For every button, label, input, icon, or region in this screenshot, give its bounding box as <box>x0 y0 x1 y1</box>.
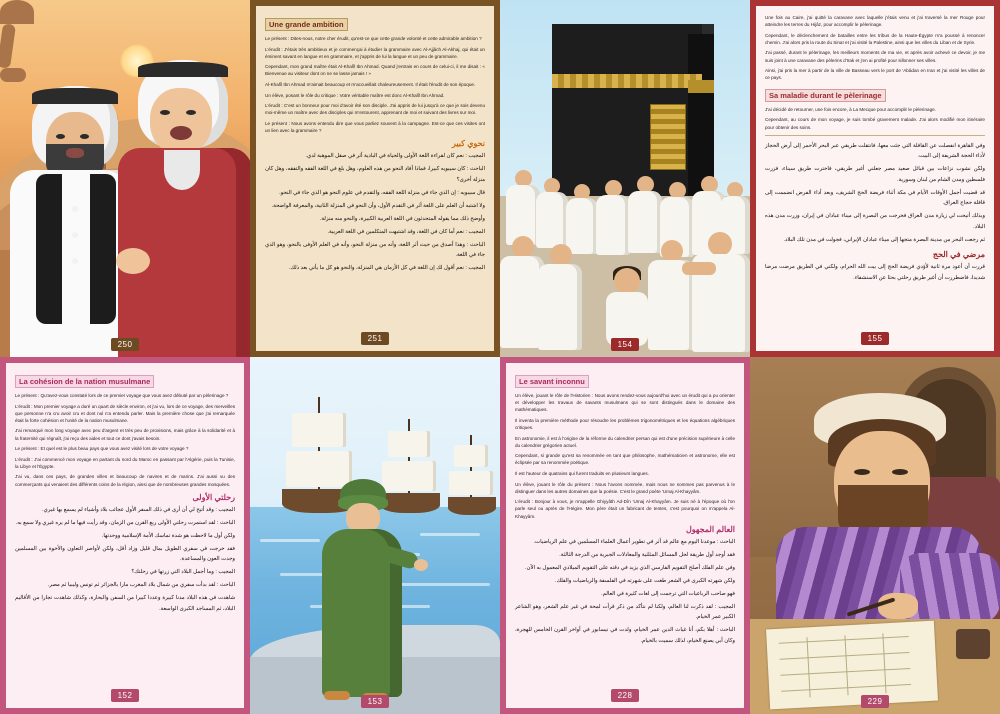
paragraph-french: En astronomie, il est à l'origine de la réforme du calendrier persan qui est d'une précision supérieure à celle du calendrier grégorien actuel. <box>515 435 735 448</box>
face <box>614 268 640 294</box>
section-heading-french: La cohésion de la nation musulmane <box>15 375 154 388</box>
paragraph-arabic: قد قضيت أجمل الأوقات الأيام في مكة أثناء فريضة الحج الشريف، وبعد أداء الفرض انضممت إلى قافلة حجاج العراق. <box>765 189 985 207</box>
paragraph-arabic: شاهدت في هذه البلاد مدنا كبيرة وعددا كبيرا من السفن والبحارة، وكذلك شاهدت تجارا من الأقاليم البلاد، ثم المساجد الكبرى الواسعة. <box>15 595 235 612</box>
page-number-badge: 250 <box>111 338 139 351</box>
paragraph-arabic: فقد أوجد أول طريقة لحل المسائل المثلثية والمعادلات الجبرية من الدرجة الثالثة. <box>559 551 735 558</box>
writing-hand <box>878 593 918 619</box>
vest-button <box>72 206 78 212</box>
book-page-illustration-250 <box>0 0 250 357</box>
paragraph-arabic: وفي القاهرة انفصلت عن القافلة التي جئت معها، فانتقلت طريقي عبر البحر الأحمر إلى أرض الحجاز لأداء الحجة الشريفة إلى البيت. <box>765 142 985 160</box>
paragraph-arabic: ولكن شهرته الكبرى في الشعر طغت على شهرته في الفلسفة والرياضيات والفلك. <box>555 577 735 584</box>
illustration-desert-two-men <box>0 0 250 357</box>
section-heading-french: Le savant inconnu <box>515 375 589 388</box>
page-number-badge: 155 <box>861 332 889 345</box>
paragraph-arabic: فهو صاحب الرباعيات التي ترجمت إلى لغات كثيرة في العالم. <box>601 590 735 597</box>
paragraph-arabic: المجيب : لقد ذكرت لنا العالم، ولكنا لم نتأكد من ذكر قرأت لمحة في غير علم الشعر، وهو الشاعر الكبير عمر الخيام. <box>515 603 735 621</box>
eye-left <box>854 469 870 475</box>
wave <box>260 539 320 542</box>
book-page-illustration-153 <box>250 357 500 714</box>
paragraph-french: Un élève, jouant le rôle de l'Historien : Nous avons rendez-vous aujourd'hui avec un érudit qui a pu orienter et développer les travaux de savants musulmans qui se sont distingués dans le domaine des mathématiques. <box>515 393 735 413</box>
divider <box>765 135 985 136</box>
vest-button <box>72 258 78 264</box>
traveler-figure <box>318 479 404 701</box>
paragraph-arabic: الباحث : أهلا بكم، أنا غياث الدين عمر الخيام، ولدت في نيسابور في أواخر القرن الخامس للهجرة، وكان أبي يصنع الخيام، لذلك سميت بالخيام. <box>515 627 735 644</box>
sail <box>454 445 488 467</box>
book-page-text-251 <box>250 0 500 357</box>
page-number-badge: 228 <box>611 689 639 702</box>
kaaba-golden-door <box>650 104 686 170</box>
eye-left <box>160 110 170 115</box>
paragraph-french: Il est l'auteur de quatrains qui furent traduits en plusieurs langues. <box>515 470 649 476</box>
paragraph-french: Il inventa la première méthode pour résoudre les problèmes trigonométriques et les équations algébriques critiques. <box>515 417 735 430</box>
paragraph-french: J'ai décidé de retourner, une fois encore, à La Mecque pour accomplir le pèlerinage. <box>765 106 936 112</box>
paragraph-french: Un élève, jouant le rôle du présent : Nous l'avons nommée, mais nous ne sommes pas parvenus à le distinguer dans les autres domaines que la poésie. C'est le grand poète 'Umaj Al-Khayyâm. <box>515 481 735 494</box>
paragraph-arabic: الباحث : لقد بدأت سفري من شمال بلاد المغرب مارا بالجزائر ثم تونس وليبيا ثم مصر. <box>47 582 235 589</box>
eye-left <box>56 134 65 139</box>
page-number-badge: 154 <box>611 338 639 351</box>
illustration-kaaba-pilgrims <box>500 0 750 357</box>
illustration-scholar-writing <box>750 357 1000 714</box>
paragraph-arabic: وأوضح ذلك مما يقوله المتحدثون في اللغة العربية الكبيرة، والنحو منه منزلة. <box>319 215 485 222</box>
page-number-badge: 229 <box>861 695 889 708</box>
pilgrim-front-right <box>692 232 750 352</box>
paragraph-french: L'érudit : Mon premier voyage a duré un quart de siècle environ, et j'ai vu, lors de ce voyage, des merveilles que personne n'a cru avoir cru et dont nul n'a entendu parler. Mais la première chose que j'ai remarquée était la forte cohésion et l'unité de la nation musulmane. <box>15 403 235 423</box>
paragraph-arabic: ثم رجعت البحر من مدينة البصرة متجها إلى ميناء عبادان الإيراني، فجولت في مدن تلك البلاد. <box>783 236 985 243</box>
paragraph-french: Cependant, si grande qu'est sa renommée en tant que philosophe, mathématicien et astronome, elle est éclipsée par sa renommée poétique. <box>515 453 735 466</box>
section-heading-arabic: نحوي كبير <box>451 139 485 149</box>
raised-arm <box>682 262 716 275</box>
vest-button <box>72 232 78 238</box>
paragraph-french: Cependant, au cours de mon voyage, je suis tombé gravement malade. J'ai alors modifié mon itinéraire pour obtenir des soins. <box>765 117 985 130</box>
hand <box>116 248 150 274</box>
paragraph-arabic: المجيب : نعم أقول لك إن اللغة في كل الأزمان هي المنزلة، والنحو هو كل ما يأتي بعد ذلك. <box>288 265 485 272</box>
paragraph-french: Al-Khalîl Ibn Ahmad m'aimait beaucoup et m'accueillait chaleureusement. Il était l'érudit de son époque. <box>265 82 476 88</box>
section-heading-arabic: رحلتي الأولى <box>192 492 235 502</box>
camel-hump <box>0 0 34 24</box>
paragraph-arabic: وبذلك أتيحت لي زيارة مدن العراق فخرجت من البصرة إلى ميناء عبادان في إيران، وزرت مدن هذه البلاد. <box>765 213 985 230</box>
page-number-badge: 251 <box>361 332 389 345</box>
sail <box>388 431 430 457</box>
camel-neck <box>0 23 16 68</box>
paragraph-french: Cependant, le déclenchement de batailles entre les tribus de la Haute-Égypte m'a poussé à renoncer chemin. J'ai alors pris la route du Sinaï et j'ai visité la Palestine, ainsi que les villes du Liban et de Syrie. <box>765 32 985 45</box>
agal-band <box>32 88 118 104</box>
section-heading-arabic: العالم المجهول <box>685 524 735 534</box>
paragraph-french: J'ai passé, durant le pèlerinage, les meilleurs moments de ma vie, et après avoir achevé ce devoir, je me suis joint à une caravane des pèlerins d'Irak et j'en ai profité pour sillonner ses villes. <box>765 50 985 63</box>
paragraph-french: Le présent : Et quel est le plus beau pays que vous avez visité lors de votre voyage ? <box>15 446 189 452</box>
paragraph-french: L'érudit : J'étais très ambitieux et je commençai à étudier la grammaire avec Al-Ajjâch Al-Akhaj, qui était un éminent savant en langue et en grammaire, et j'appris de lui la langue et un peu de grammaire. <box>265 46 485 59</box>
section-heading-arabic: مرضي في الحج <box>932 250 985 260</box>
ship-right <box>446 435 498 521</box>
mouth-open <box>170 126 192 140</box>
paragraph-arabic: المجيب : نعم أما كان في اللغة، وقد اشتبهت المتكلمين في اللغة العربية. <box>327 228 485 235</box>
wave <box>390 583 490 586</box>
vest-opening <box>62 174 90 324</box>
face <box>150 88 212 154</box>
paragraph-arabic: الباحث : لقد استمرت رحلتي الأولى ربع القرن من الزمان، وقد رأيت فيها ما لم يره غيري ولا سمع به. <box>15 519 235 526</box>
paragraph-french: J'ai remarqué mon long voyage avec peu d'argent et très peu de provisions, mais grâce à la solidarité et à la fraternité qui régnaît, j'ai reçu des aides et tout ce dont j'avais besoin. <box>15 428 235 441</box>
section-heading-french: Sa maladie durant le pèlerinage <box>765 89 886 102</box>
book-page-illustration-154 <box>500 0 750 357</box>
section-heading-french: Une grande ambition <box>265 18 348 31</box>
paragraph-arabic: الباحث : كان سيبويه كبيرا، فماذا أفاد النحو من هذه العلوم، وهل بلغ في اللغة الفقه والتفقه، وهل كان منزلة أخرى؟ <box>265 166 485 183</box>
shoe-left <box>324 691 350 700</box>
book-page-text-155 <box>750 0 1000 357</box>
paragraph-arabic: قررت أن أعود مرة ثانية لأؤدي فريضة الحج إلى بيت الله الحرام، ولكني في الطريق مرضت مرضا شديدا، فاضطررت أن أغير طريق رحلتي بحثا عن الاستشفاء. <box>765 264 985 282</box>
kaaba-gold-band-side <box>688 80 714 93</box>
paragraph-arabic: ولكن نشوب نزاعات بين قبائل صعيد مصر جعلني أغير طريقي، فاخترت طريق سيناء، فزرت فلسطين ومدن الشام من لبنان وسورية. <box>765 166 985 183</box>
paragraph-arabic: المجيب : وما أجمل البلاد التي زرتها في رحلتك؟ <box>131 569 235 576</box>
paragraph-french: Une fois au Caire, j'ai quitté la caravane avec laquelle j'étais venu et j'ai traversé la mer Rouge pour atteindre les terres du Hijâz, pour accomplir le pèlerinage. <box>765 15 985 28</box>
paragraph-arabic: المجيب : نعم كان لقراءة اللغة الأولى والحياة في البادية أثر في صقل الموهبة لدي. <box>305 153 485 160</box>
sail <box>449 471 493 495</box>
paragraph-arabic: قال سيبويه : إن الذي جاء في منزلة اللغة الفقه، والتقدم في علوم النحو هو الذي جاء في النحو. <box>279 189 485 196</box>
eye-right <box>80 134 89 139</box>
paragraph-french: L'érudit : J'ai commencé mon voyage en partant du nord du Maroc en passant par l'Algérie, puis la Tunisie, la Libye et l'Égypte. <box>15 456 235 469</box>
paragraph-arabic: وفي علم الفلك أصلح التقويم الفارسي الذي يزيد في دقته على التقويم الميلادي المعمول به الآن. <box>525 564 735 571</box>
eye-right <box>892 469 908 475</box>
paragraph-french: Le présent : Dites-nous, notre cher érudit, qu'est-ce que cette grande volonté et cette admirable ambition ? <box>265 36 482 41</box>
paragraph-french: Ainsi, j'ai pris la mer à partir de la ville de Basseau vers le port de 'Abâdan en Iran et j'ai visité les villes de ce pays. <box>765 68 985 81</box>
book-page-illustration-229 <box>750 357 1000 714</box>
sail <box>292 413 346 447</box>
paragraph-french: Le présent : Qu'avez-vous constaté lors de ce premier voyage que vous avez débuté par un pèlerinage ? <box>15 393 229 398</box>
hull <box>448 497 496 515</box>
child-pilgrim <box>604 268 650 346</box>
paragraph-french: Cependant, mon grand maître était Al-Khalîl Ibn Ahmad. Quand j'entrais en cours de celui-ci, il me disait : « Bienvenue au visiteur dont on ne se lasse jamais ! » <box>265 64 485 77</box>
pilgrim <box>506 170 540 244</box>
paragraph-arabic: فقد خرجت في سفري الطويل بمال قليل وزاد أقل، ولكن لأواصر التعاون والأخوة بين المسلمين وجدت العون والمساعدة. <box>15 545 235 563</box>
pilgrim-front <box>648 240 694 350</box>
page-number-badge: 152 <box>111 689 139 702</box>
mouth <box>66 148 84 158</box>
pilgrim-front <box>538 244 582 350</box>
page-number-badge: 153 <box>361 695 389 708</box>
kaaba-gold-band <box>552 74 702 88</box>
hand <box>414 559 428 571</box>
eye-right <box>186 110 196 115</box>
camel-head <box>0 68 26 82</box>
illustration-ships-shore <box>250 357 500 714</box>
inkwell <box>956 629 990 659</box>
paragraph-french: J'ai vu, dans ces pays, de grandes villes et beaucoup de navires et de marins. J'ai aussi vu des commerçants qui venaient des différents coins de la région, ainsi que de nombreuses grandes mosquées. <box>15 474 235 487</box>
wave <box>420 533 480 536</box>
paragraph-french: Un élève, posant le rôle du critique : Votre véritable maître est donc Al-Khalîl Ibn Ahmad. <box>265 92 445 98</box>
pilgrim <box>596 180 630 254</box>
book-page-text-228 <box>500 357 750 714</box>
agal-band <box>138 62 228 77</box>
collar <box>164 150 200 190</box>
paragraph-arabic: المجيب : وقد أتيح لي أن أرى في ذلك السفر الأول عجائب بلاد وأشياء لم يسمع بها غيري. <box>42 506 235 513</box>
paragraph-french: L'érudit : C'est un bonneur pour moi d'avoir été son disciple. J'ai appris de lui jusqu'à ce que je sois devenu moi-même un maître avec des disciples qui m'entourent, apprenant de moi et suivant des livres sur moi. <box>265 103 485 116</box>
paragraph-arabic: ولكن أول ما لاحظت هو شدة تماسك الأمة الإسلامية ووحدتها. <box>101 532 235 539</box>
paragraph-french: Le présent : Nous avons entendu dire que vous parliez souvent à la campagne. Est-ce que ces visites ont un lien avec la grammaire ? <box>265 120 485 134</box>
parchment-paper <box>766 621 938 710</box>
paragraph-arabic: الباحث : وهذا أصدق من حيث أثر اللغة، وأنه من منزلة النحو، وأنه في العلم الأوفى بالنحو، وهو الذي جاء في اللغة. <box>265 241 485 259</box>
book-page-text-152 <box>0 357 250 714</box>
paragraph-arabic: الباحث : موعدنا اليوم مع عالم قد أثر في تطوير أعمال العلماء المسلمين في علم الرياضيات. <box>533 538 735 545</box>
man-in-red-robe <box>118 60 250 357</box>
paragraph-french: L'érudit : Bonjour à vous, je m'appelle Ghiyyâth Ad-Dîn 'Umaj Al-Khayyâm. Je suis né à l'époque où l'on parle seul ou après de l'Hégire. Mon père était un fabricant de tentes, c'est pourquoi on m'appela Al-Khayyâm. <box>515 499 735 519</box>
paragraph-arabic: ولا اشتبه أن العلم على اللغة أثر في التقدم الأول، وأن النحو في المنزلة الثانية، والمعرفة الواضحة. <box>271 202 485 209</box>
